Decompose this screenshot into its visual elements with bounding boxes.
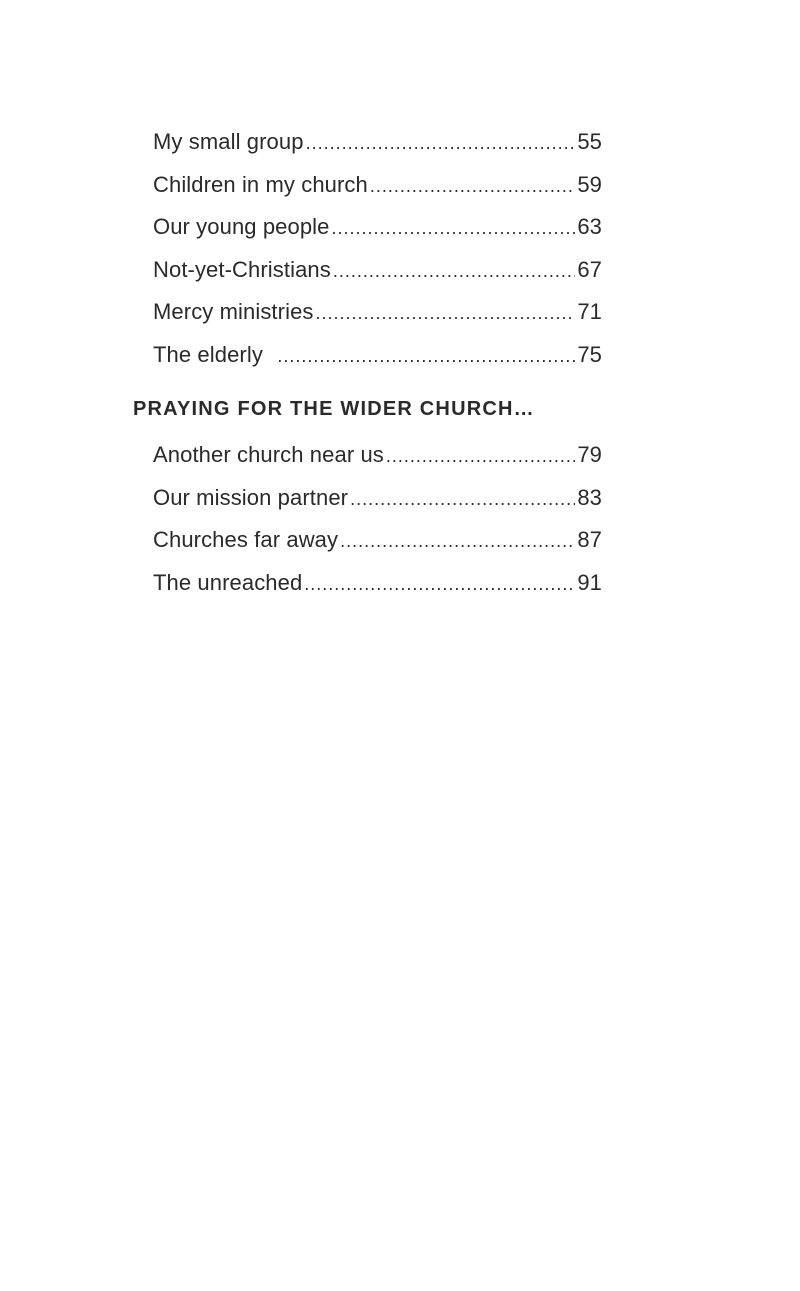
toc-entry-page: 87 <box>577 527 602 553</box>
toc-entry-title: Children in my church <box>153 171 368 197</box>
toc-entry[interactable] <box>153 164 602 207</box>
toc-entry[interactable] <box>153 434 602 477</box>
toc-entry-page: 83 <box>577 484 602 510</box>
toc-leader-dots <box>370 165 575 208</box>
toc-list-church <box>153 121 602 377</box>
toc-leader-dots <box>350 478 575 521</box>
toc-entry-page: 55 <box>577 129 602 154</box>
toc-entry[interactable] <box>153 562 602 605</box>
toc-entry-title: My small group <box>153 129 304 154</box>
toc-leader-dots <box>386 435 575 478</box>
toc-entry[interactable] <box>153 334 602 377</box>
toc-leader-dots <box>306 122 576 165</box>
toc-leader-dots <box>304 563 575 606</box>
toc-leader-dots <box>333 250 575 293</box>
section-heading: PRAYING FOR THE WIDER CHURCH… <box>133 398 535 420</box>
toc-entry-title: Another church near us <box>153 442 384 467</box>
toc-entry-title: Churches far away <box>153 527 339 553</box>
toc-entry[interactable] <box>153 291 602 334</box>
toc-entry[interactable] <box>153 477 602 520</box>
toc-leader-dots <box>340 520 575 563</box>
toc-entry-title: Not-yet-Christians <box>153 256 331 282</box>
toc-list-wider-church <box>153 434 602 604</box>
toc-entry[interactable] <box>153 519 602 562</box>
toc-entry[interactable] <box>153 249 602 292</box>
toc-entry-page: 79 <box>577 442 602 467</box>
toc-entry[interactable] <box>153 121 602 164</box>
toc-entry-page: 75 <box>577 341 602 367</box>
toc-leader-dots <box>332 207 576 250</box>
toc-entry-title: The unreached <box>153 569 303 595</box>
toc-entry-page: 91 <box>577 569 602 595</box>
toc-leader-dots <box>277 335 575 378</box>
toc-entry-page: 67 <box>577 256 602 282</box>
toc-leader-dots <box>316 292 576 335</box>
toc-entry-page: 63 <box>577 214 602 240</box>
toc-entry-title: Our young people <box>153 214 330 240</box>
toc-entry-title: The elderly <box>153 341 276 367</box>
toc-entry-page: 59 <box>577 171 602 197</box>
toc-entry[interactable] <box>153 206 602 249</box>
toc-entry-page: 71 <box>577 299 602 325</box>
toc-entry-title: Mercy ministries <box>153 299 314 325</box>
toc-entry-title: Our mission partner <box>153 484 349 510</box>
